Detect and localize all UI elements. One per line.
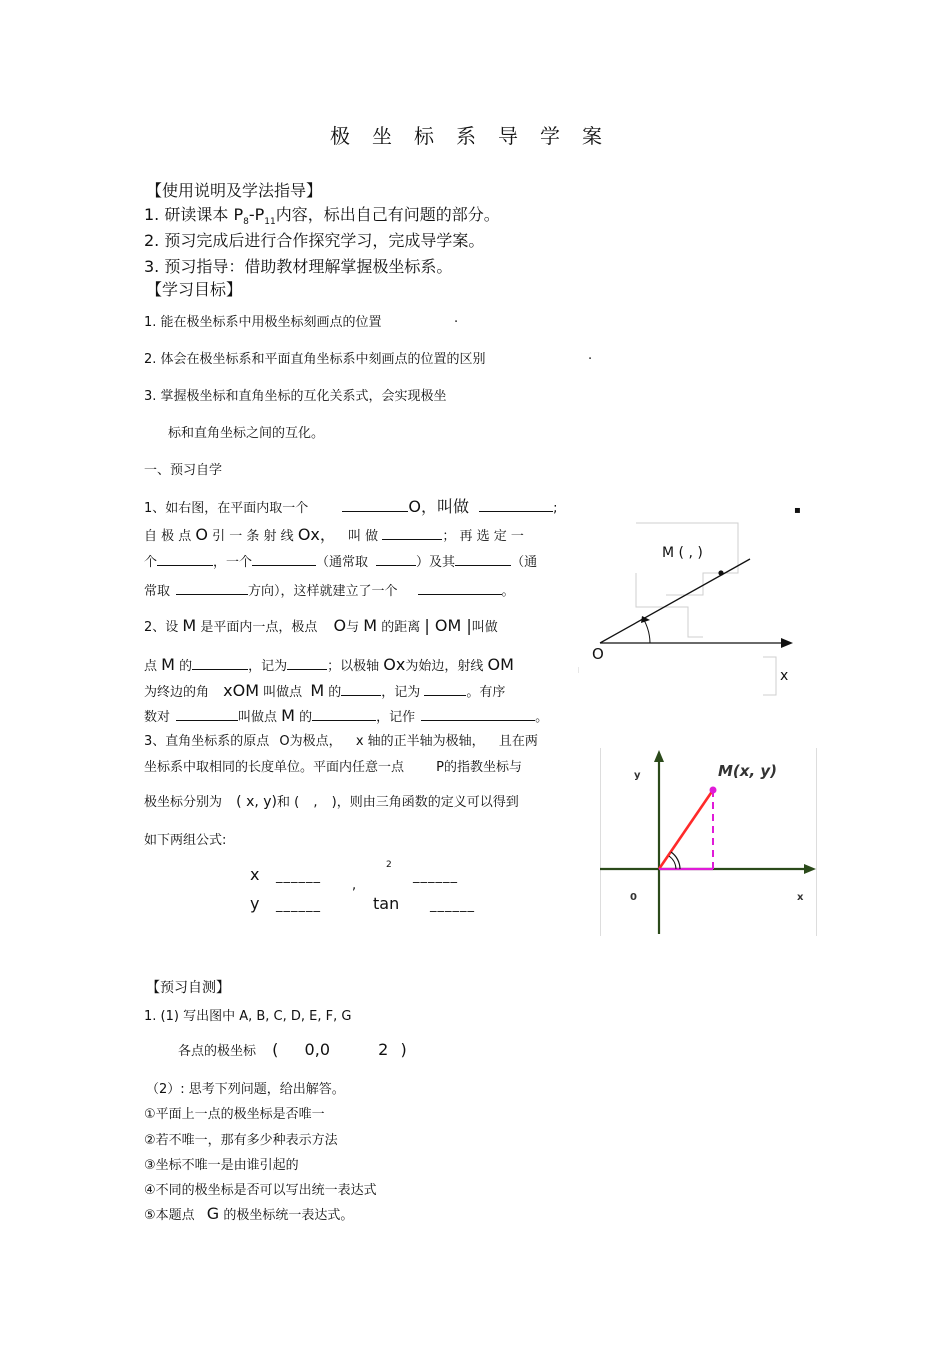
question-4: ④不同的极坐标是否可以写出统一表达式 bbox=[144, 1183, 377, 1198]
formula-superscript: 2 bbox=[386, 860, 392, 870]
blank[interactable] bbox=[479, 497, 553, 512]
instruction-item-1: 1. 研读课本 $P_8-P_{11}$内容，标出自己有问题的部分。 bbox=[144, 205, 500, 228]
instructions-heading: 【使用说明及学法指导】 bbox=[146, 181, 323, 200]
blank[interactable] bbox=[287, 655, 327, 670]
q3-line3: 极坐标分别为 ( x, y)和 ( , )，则由三角函数的定义可以得到 bbox=[144, 794, 519, 810]
q1-line4: 常取 方向），这样就建立了一个 。 bbox=[144, 580, 515, 599]
formula-x-blank[interactable]: ______ bbox=[276, 869, 321, 884]
blank[interactable] bbox=[157, 551, 213, 566]
self-study-heading: 一、预习自学 bbox=[144, 463, 223, 478]
blank[interactable] bbox=[341, 681, 381, 696]
question-3: ③坐标不唯一是由谁引起的 bbox=[144, 1158, 299, 1173]
angle-arc-inner bbox=[669, 856, 676, 869]
q3-line2: 坐标系中取相同的长度单位。平面内任意一点 P的指教坐标与 bbox=[144, 760, 523, 775]
q2-line4: 数对 叫做点 M 的 ，记作 。 bbox=[144, 706, 549, 725]
question-5: ⑤本题点 G 的极坐标统一表达式。 bbox=[144, 1204, 354, 1223]
self-test-heading: 【预习自测】 bbox=[146, 980, 230, 996]
formula-y-blank[interactable]: ______ bbox=[276, 898, 321, 913]
blank[interactable] bbox=[421, 706, 535, 721]
point-m bbox=[718, 570, 723, 575]
formula-rho-blank[interactable]: ______ bbox=[413, 869, 458, 884]
goal-item-1: 1. 能在极坐标系中用极坐标刻画点的位置 bbox=[144, 315, 382, 330]
self-test-line2: 各点的极坐标 ( 0,0 2 ) bbox=[178, 1040, 407, 1059]
q1-line2: 自 极 点 O 引 一 条 射 线 Ox， 叫 做 ； 再 选 定 一 bbox=[144, 525, 524, 544]
formula-y: y bbox=[250, 894, 260, 913]
instruction-item-3: 3. 预习指导：借助教材理解掌握极坐标系。 bbox=[144, 257, 453, 276]
goal-item-2: 2. 体会在极坐标系和平面直角坐标系中刻画点的位置的区别 bbox=[144, 352, 486, 367]
angle-arc bbox=[644, 620, 650, 643]
goal-item-3-cont: 标和直角坐标之间的互化。 bbox=[168, 426, 325, 441]
blank[interactable] bbox=[455, 551, 511, 566]
axis-x-label: x bbox=[780, 668, 789, 684]
point-m-label: M(x, y) bbox=[718, 762, 778, 780]
q3-line1: 3、直角坐标系的原点 O为极点， x 轴的正半轴为极轴， 且在两 bbox=[144, 734, 538, 749]
blank[interactable] bbox=[342, 497, 408, 512]
q2-line3: 为终边的角 xOM 叫做点 M 的 ，记为 。有序 bbox=[144, 681, 506, 700]
y-axis-label: y bbox=[634, 770, 641, 781]
origin-label: O bbox=[592, 645, 604, 663]
goal-item-1-dot: . bbox=[454, 311, 459, 326]
q2-line1: 2、设 M 是平面内一点，极点 O与 M 的距离 | OM |叫做 bbox=[144, 616, 498, 635]
x-axis-arrowhead bbox=[804, 864, 816, 874]
x-axis-label: x bbox=[797, 892, 804, 903]
q3-line4: 如下两组公式: bbox=[144, 833, 227, 848]
polar-axis-arrowhead bbox=[781, 638, 793, 648]
blank[interactable] bbox=[176, 580, 248, 595]
cartesian-polar-figure bbox=[600, 748, 818, 936]
point-m-label: M ( , ) bbox=[662, 545, 703, 561]
formula-tan: tan bbox=[373, 894, 400, 913]
y-axis-arrowhead bbox=[654, 750, 664, 762]
formula-x: x bbox=[250, 865, 260, 884]
corner-mark: ▪ bbox=[794, 505, 801, 516]
point-m bbox=[710, 787, 717, 794]
goal-item-3: 3. 掌握极坐标和直角坐标的互化关系式，会实现极坐 bbox=[144, 389, 447, 404]
q1-line3: 个 ，一个 （通常取 ）及其 （通 bbox=[144, 551, 537, 570]
ray-om bbox=[659, 790, 713, 869]
polar-coordinate-figure bbox=[578, 495, 808, 700]
blank[interactable] bbox=[376, 551, 416, 566]
origin-label: 0 bbox=[630, 892, 637, 903]
blank[interactable] bbox=[418, 580, 502, 595]
q1-line1: 1、如右图，在平面内取一个 O，叫做 ; bbox=[144, 497, 558, 516]
self-test-line1: 1. (1) 写出图中 A, B, C, D, E, F, G bbox=[144, 1009, 352, 1024]
blank[interactable] bbox=[382, 525, 442, 540]
q2-line2: 点 M 的 ，记为 ；以极轴 Ox为始边，射线 OM bbox=[144, 655, 514, 674]
blank[interactable] bbox=[192, 655, 248, 670]
blank[interactable] bbox=[312, 706, 376, 721]
ray-om bbox=[600, 559, 750, 643]
blank[interactable] bbox=[176, 706, 238, 721]
question-2: ②若不唯一，那有多少种表示方法 bbox=[144, 1133, 338, 1148]
blank[interactable] bbox=[424, 681, 466, 696]
goals-heading: 【学习目标】 bbox=[146, 280, 243, 299]
instruction-item-2: 2. 预习完成后进行合作探究学习，完成导学案。 bbox=[144, 231, 485, 250]
formula-tan-blank[interactable]: ______ bbox=[430, 898, 475, 913]
blank[interactable] bbox=[252, 551, 316, 566]
question-1: ①平面上一点的极坐标是否唯一 bbox=[144, 1107, 325, 1122]
page-title: 极坐标系导学案 bbox=[330, 124, 624, 148]
formula-comma: , bbox=[352, 878, 357, 893]
goal-item-2-dot: . bbox=[588, 348, 593, 363]
self-test-line3: （2）: 思考下列问题，给出解答。 bbox=[146, 1082, 345, 1097]
